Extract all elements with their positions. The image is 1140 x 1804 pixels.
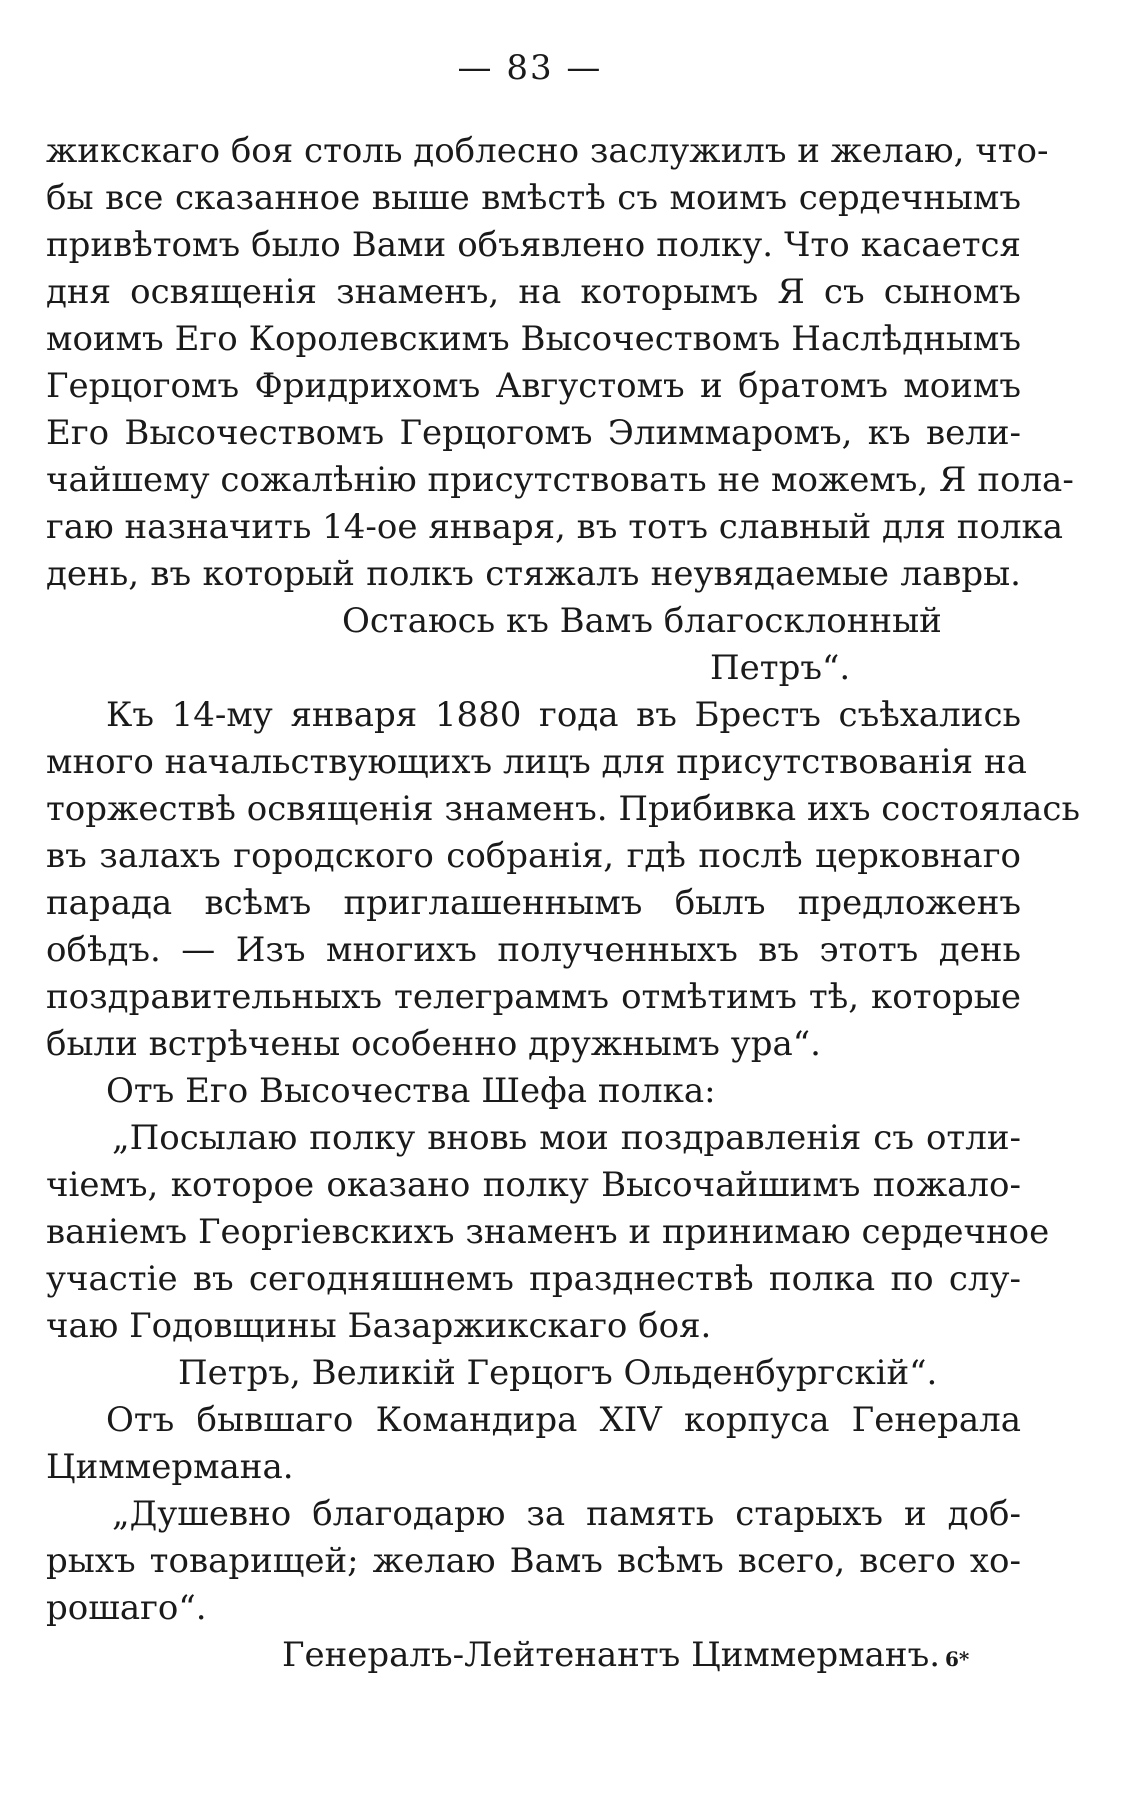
signature-petr: Петръ“. (710, 648, 851, 688)
page-body (46, 128, 1080, 1679)
text-line: Циммермана. (46, 1447, 294, 1487)
quote-start-line: „Душевно благодарю за память старыхъ и доб- (112, 1494, 1021, 1534)
text-line: участіе въ сегодняшнемъ празднествѣ полка по слу- (46, 1259, 1021, 1299)
text-line: Герцогомъ Фридрихомъ Августомъ и братомъ моимъ (46, 366, 1021, 406)
text-line: ваніемъ Георгіевскихъ знаменъ и принимаю сердечное (46, 1212, 1050, 1252)
quote-start-line: „Посылаю полку вновь мои поздравленія съ отли- (112, 1118, 1021, 1158)
text-line: были встрѣчены особенно дружнымъ ура“. (46, 1024, 821, 1064)
paragraph-start-line: Къ 14-му января 1880 года въ Брестъ съѣхались (106, 695, 1021, 735)
text-line: поздравительныхъ телеграммъ отмѣтимъ тѣ, которые (46, 977, 1021, 1017)
signature-grand-duke: Петръ, Великій Герцогъ Ольденбургскій“. (178, 1353, 938, 1393)
text-line: Его Высочествомъ Герцогомъ Элиммаромъ, къ вели- (46, 413, 1021, 453)
text-line: рыхъ товарищей; желаю Вамъ всѣмъ всего, всего хо- (46, 1541, 1021, 1581)
text-line: дня освященія знаменъ, на которымъ Я съ сыномъ (46, 272, 1021, 312)
text-line: привѣтомъ было Вами объявлено полку. Что касается (46, 225, 1021, 265)
text-line: чаю Годовщины Базаржикскаго боя. (46, 1306, 712, 1346)
text-line: въ залахъ городского собранія, гдѣ послѣ церковнаго (46, 836, 1021, 876)
text-line: чіемъ, которое оказано полку Высочайшимъ пожало- (46, 1165, 1021, 1205)
text-line: рошаго“. (46, 1588, 207, 1628)
text-line: торжествѣ освященія знаменъ. Прибивка ихъ состоялась (46, 789, 1080, 829)
text-line: жикскаго боя столь доблесно заслужилъ и желаю, что- (46, 131, 1049, 171)
text-line: моимъ Его Королевскимъ Высочествомъ Наслѣднымъ (46, 319, 1021, 359)
printer-signature-mark: 6* (945, 1647, 970, 1671)
page-number: — 83 — (457, 48, 603, 88)
closing-line: Остаюсь къ Вамъ благосклонный (342, 601, 942, 641)
section-heading-line: Отъ Его Высочества Шефа полка: (106, 1071, 716, 1111)
text-line: чайшему сожалѣнію присутствовать не можемъ, Я пола- (46, 460, 1074, 500)
signature-general: Генералъ-Лейтенантъ Циммерманъ. (282, 1635, 941, 1675)
text-line: обѣдъ. — Изъ многихъ полученныхъ въ этотъ день (46, 930, 1021, 970)
text-line: бы все сказанное выше вмѣстѣ съ моимъ сердечнымъ (46, 178, 1021, 218)
section-heading-line: Отъ бывшаго Командира XIV корпуса Генерала (106, 1400, 1021, 1440)
text-line: день, въ который полкъ стяжалъ неувядаемые лавры. (46, 554, 1021, 594)
text-line: много начальствующихъ лицъ для присутствованія на (46, 742, 1027, 782)
text-line: парада всѣмъ приглашеннымъ былъ предложенъ (46, 883, 1021, 923)
text-line: гаю назначить 14-ое января, въ тотъ славный для полка (46, 507, 1064, 547)
